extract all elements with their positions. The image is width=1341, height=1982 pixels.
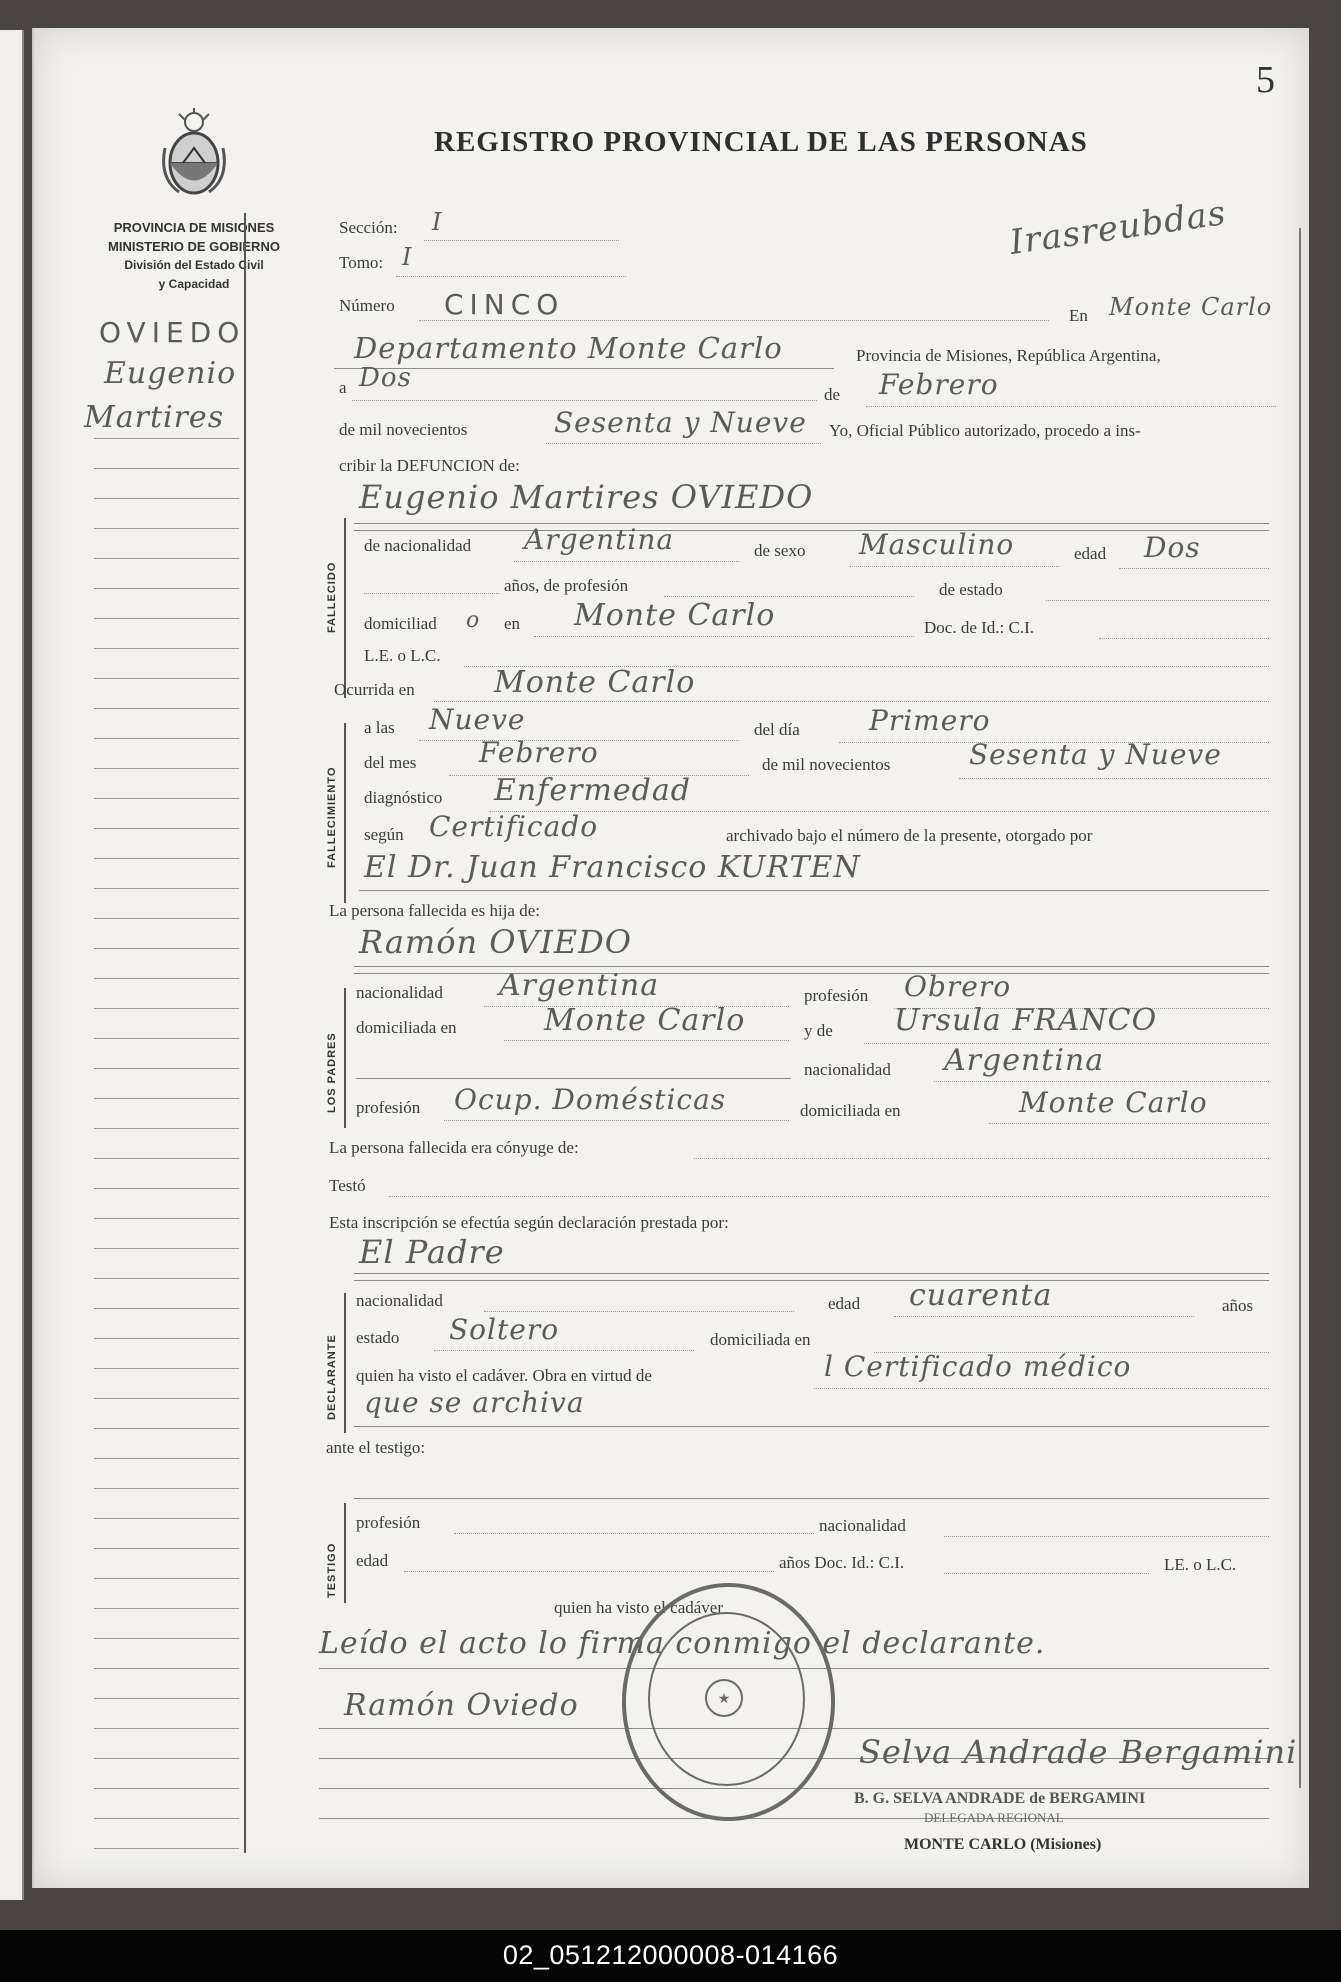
domicilio-suffix: o xyxy=(466,608,481,633)
sexo-value: Masculino xyxy=(859,528,1015,561)
official-location: MONTE CARLO (Misiones) xyxy=(904,1836,1102,1853)
margin-rule xyxy=(94,1728,239,1729)
official-seal-stamp xyxy=(622,1583,835,1821)
field-line xyxy=(354,1273,1269,1274)
margin-rule xyxy=(94,1128,239,1129)
del-mes-label: del mes xyxy=(364,753,417,772)
field-line xyxy=(354,973,1269,974)
declarante-obra-value: l Certificado médico xyxy=(824,1350,1132,1383)
field-line xyxy=(866,406,1276,407)
field-line xyxy=(534,636,914,637)
margin-rule xyxy=(94,1188,239,1189)
field-line xyxy=(944,1573,1149,1574)
declarante-nombre: El Padre xyxy=(359,1233,505,1271)
testigo-cadaver-text: quien ha visto el cadáver xyxy=(554,1598,723,1617)
hora-value: Nueve xyxy=(429,703,526,736)
margin-rule xyxy=(94,708,239,709)
top-signature: Irasreubdas xyxy=(1007,193,1229,263)
margin-rule xyxy=(94,978,239,979)
margin-rule xyxy=(94,1068,239,1069)
margin-rule xyxy=(94,1608,239,1609)
domicilio-value: Monte Carlo xyxy=(574,598,776,633)
ministry-block xyxy=(74,218,314,294)
field-line xyxy=(989,1123,1269,1124)
a-label: a xyxy=(339,378,347,397)
en-label: en xyxy=(504,614,521,633)
field-line xyxy=(354,966,1269,967)
margin-rule xyxy=(94,438,239,439)
field-line xyxy=(356,1078,791,1079)
field-line xyxy=(959,778,1269,779)
padre-profesion-label: profesión xyxy=(804,986,869,1005)
margin-rule xyxy=(94,948,239,949)
declarante-domiciliada-label: domiciliada en xyxy=(710,1330,811,1349)
del-dia-label: del día xyxy=(754,720,800,739)
section-label-fallecido: FALLECIDO xyxy=(326,561,338,633)
a-las-label: a las xyxy=(364,718,395,737)
margin-given-name: Martires xyxy=(84,400,225,435)
field-line xyxy=(434,701,1269,702)
de-label: de xyxy=(824,385,841,404)
margin-rule xyxy=(94,1008,239,1009)
margin-rule xyxy=(94,1758,239,1759)
field-line xyxy=(454,1533,814,1534)
field-line xyxy=(489,811,1269,812)
nacionalidad-label: de nacionalidad xyxy=(364,536,472,555)
edad-label: edad xyxy=(1074,544,1107,563)
margin-rule xyxy=(94,648,239,649)
numero-label: Número xyxy=(339,296,395,315)
padres-intro: La persona fallecida es hija de: xyxy=(329,901,540,920)
declaracion-text: Esta inscripción se efectúa según declaración prestada por: xyxy=(329,1213,729,1232)
declarante-estado-label: estado xyxy=(356,1328,400,1347)
madre-nombre: Ursula FRANCO xyxy=(894,1003,1158,1038)
margin-rule xyxy=(94,1638,239,1639)
diagnostico-label: diagnóstico xyxy=(364,788,443,807)
a-value: Dos xyxy=(359,363,412,393)
padre-profesion: Obrero xyxy=(904,970,1012,1003)
left-page-edge xyxy=(0,30,24,1900)
coat-of-arms-icon xyxy=(159,108,229,203)
le-lc-label: L.E. o L.C. xyxy=(364,646,441,665)
padre-domiciliada-label: domiciliada en xyxy=(356,1018,457,1037)
madre-domicilio: Monte Carlo xyxy=(1019,1086,1208,1119)
testigo-le-lc-label: LE. o L.C. xyxy=(1164,1555,1237,1574)
nacionalidad-value: Argentina xyxy=(524,523,675,556)
field-line xyxy=(396,276,626,277)
margin-rule xyxy=(94,768,239,769)
conyuge-label: La persona fallecida era cónyuge de: xyxy=(329,1138,579,1157)
margin-rule xyxy=(94,1488,239,1489)
testigo-nacionalidad-label: nacionalidad xyxy=(819,1516,906,1535)
madre-profesion: Ocup. Domésticas xyxy=(454,1083,727,1116)
seccion-value: I xyxy=(432,208,443,236)
field-line xyxy=(354,1498,1269,1499)
margin-rule xyxy=(94,1668,239,1669)
page-number: 5 xyxy=(1256,59,1275,101)
declarante-edad-label: edad xyxy=(828,1294,861,1313)
field-line xyxy=(504,1040,789,1041)
anio-value: Sesenta y Nueve xyxy=(554,406,807,439)
section-bracket xyxy=(344,1293,346,1433)
tomo-value: I xyxy=(402,243,413,271)
margin-rule xyxy=(94,468,239,469)
testigo-anios-doc-label: años Doc. Id.: C.I. xyxy=(779,1553,905,1572)
section-bracket xyxy=(344,723,346,903)
margin-given-name: Eugenio xyxy=(104,356,237,391)
margin-rule xyxy=(94,1218,239,1219)
anio-value: Sesenta y Nueve xyxy=(969,738,1222,771)
margin-rule xyxy=(94,1788,239,1789)
margin-rule xyxy=(94,1518,239,1519)
declarante-edad-value: cuarenta xyxy=(909,1278,1053,1313)
anios-profesion-label: años, de profesión xyxy=(504,576,629,595)
ministry-line: y Capacidad xyxy=(158,277,230,291)
madre-nacionalidad: Argentina xyxy=(944,1043,1105,1078)
margin-rule xyxy=(94,1818,239,1819)
mil-label: de mil novecientos xyxy=(762,755,891,774)
margin-rule xyxy=(94,1038,239,1039)
ministry-line: MINISTERIO DE GOBIERNO xyxy=(108,239,280,254)
image-identifier: 02_051212000008-014166 xyxy=(502,1940,839,1970)
margin-rule xyxy=(94,1428,239,1429)
margin-rule xyxy=(94,498,239,499)
field-line xyxy=(389,1196,1269,1197)
margin-rule xyxy=(94,618,239,619)
margin-rule xyxy=(94,1308,239,1309)
mil-label: de mil novecientos xyxy=(339,420,468,439)
en-value: Monte Carlo xyxy=(1109,293,1273,321)
field-line xyxy=(319,1818,1269,1819)
archivado-text: archivado bajo el número de la presente, otorgado por xyxy=(726,826,1093,845)
section-label-testigo: TESTIGO xyxy=(326,1542,338,1598)
field-line xyxy=(849,566,1059,567)
departamento-value: Departamento Monte Carlo xyxy=(354,331,783,365)
testigo-intro: ante el testigo: xyxy=(326,1438,426,1457)
margin-rule xyxy=(94,528,239,529)
field-line xyxy=(1099,638,1269,639)
declarante-nacionalidad-label: nacionalidad xyxy=(356,1291,443,1310)
dia-value: Primero xyxy=(869,704,991,737)
margin-rule xyxy=(94,888,239,889)
field-line xyxy=(352,400,817,401)
field-line xyxy=(419,320,1049,321)
provincia-text: Provincia de Misiones, República Argentina, xyxy=(856,346,1161,365)
padre-nacionalidad-label: nacionalidad xyxy=(356,983,443,1002)
madre-nacionalidad-label: nacionalidad xyxy=(804,1060,891,1079)
margin-rule xyxy=(94,558,239,559)
ministry-line: División del Estado Civil xyxy=(124,258,264,272)
margin-rule xyxy=(94,1278,239,1279)
margin-rule xyxy=(94,828,239,829)
testigo-edad-label: edad xyxy=(356,1551,389,1570)
seccion-label: Sección: xyxy=(339,218,398,237)
declarante-cadaver-text: quien ha visto el cadáver. Obra en virtud de xyxy=(356,1366,652,1385)
margin-rule xyxy=(94,588,239,589)
estado-label: de estado xyxy=(939,580,1003,599)
field-line xyxy=(354,530,1269,531)
margin-rule xyxy=(94,1248,239,1249)
field-line xyxy=(514,561,739,562)
madre-profesion-label: profesión xyxy=(356,1098,421,1117)
official-title: DELEGADA REGIONAL xyxy=(924,1810,1064,1825)
document-title: REGISTRO PROVINCIAL DE LAS PERSONAS xyxy=(434,126,1088,158)
margin-rule xyxy=(94,918,239,919)
margin-rule xyxy=(94,1368,239,1369)
field-line xyxy=(814,1388,1269,1389)
declarante-estado-value: Soltero xyxy=(449,1313,560,1346)
diagnostico-value: Enfermedad xyxy=(494,773,691,808)
field-line xyxy=(944,1536,1269,1537)
y-de-label: y de xyxy=(804,1021,833,1040)
oficial-text: Yo, Oficial Público autorizado, procedo a ins- xyxy=(829,421,1141,440)
field-line xyxy=(894,1316,1194,1317)
domicilio-label: domiciliad xyxy=(364,614,437,633)
field-line xyxy=(404,1571,774,1572)
ocurrida-label: Ocurrida en xyxy=(334,680,415,699)
margin-surname: OVIEDO xyxy=(99,316,246,349)
field-line xyxy=(354,523,1269,524)
field-line xyxy=(434,1350,694,1351)
field-line xyxy=(424,240,619,241)
section-bracket xyxy=(344,518,346,698)
section-label-fallecimiento: FALLECIMIENTO xyxy=(326,766,338,868)
segun-value: Certificado xyxy=(429,810,599,843)
section-bracket xyxy=(344,988,346,1128)
certificate-page xyxy=(32,28,1309,1888)
padre-nombre: Ramón OVIEDO xyxy=(359,923,632,961)
edad-value: Dos xyxy=(1144,531,1201,564)
field-line xyxy=(546,443,821,444)
declarante-anios-label: años xyxy=(1222,1296,1254,1315)
field-line xyxy=(934,1081,1269,1082)
margin-rule xyxy=(94,1848,239,1849)
official-signature: Selva Andrade Bergamini xyxy=(859,1733,1298,1771)
field-line xyxy=(664,596,914,597)
field-line xyxy=(359,890,1269,891)
margin-rule xyxy=(94,1458,239,1459)
margin-rule xyxy=(94,1098,239,1099)
margin-rule xyxy=(94,1548,239,1549)
svg-text:★: ★ xyxy=(717,1691,731,1707)
sexo-label: de sexo xyxy=(754,541,806,560)
margin-rule xyxy=(94,678,239,679)
medico-value: El Dr. Juan Francisco KURTEN xyxy=(364,850,861,885)
section-label-padres: LOS PADRES xyxy=(326,1032,338,1113)
mes-value: Febrero xyxy=(479,736,599,769)
declarant-signature: Ramón Oviedo xyxy=(344,1688,579,1723)
margin-rule xyxy=(94,1698,239,1699)
margin-rule xyxy=(94,858,239,859)
closing-note: Leído el acto lo firma conmigo el declarante. xyxy=(319,1626,1046,1661)
margin-rule xyxy=(94,738,239,739)
section-bracket xyxy=(344,1503,346,1603)
field-line xyxy=(354,1426,1269,1427)
field-line xyxy=(694,1158,1269,1159)
inscribir-text: cribir la DEFUNCION de: xyxy=(339,456,520,475)
field-line xyxy=(1119,568,1269,569)
field-line xyxy=(444,1120,789,1121)
tomo-label: Tomo: xyxy=(339,253,384,272)
declarante-obra-value-2: que se archiva xyxy=(364,1386,585,1419)
ocurrida-value: Monte Carlo xyxy=(494,665,696,700)
padre-nacionalidad: Argentina xyxy=(499,968,660,1003)
madre-domiciliada-label: domiciliada en xyxy=(800,1101,901,1120)
en-label: En xyxy=(1069,306,1088,325)
testo-label: Testó xyxy=(329,1176,366,1195)
field-line xyxy=(484,1311,794,1312)
numero-value: CINCO xyxy=(444,288,565,321)
official-name: B. G. SELVA ANDRADE de BERGAMINI xyxy=(854,1790,1146,1807)
doc-label: Doc. de Id.: C.I. xyxy=(924,618,1035,637)
margin-rule xyxy=(94,798,239,799)
section-label-declarante: DECLARANTE xyxy=(326,1334,338,1420)
field-line xyxy=(364,593,499,594)
fallecido-nombre: Eugenio Martires OVIEDO xyxy=(359,478,814,516)
ministry-line: PROVINCIA DE MISIONES xyxy=(113,220,275,235)
testigo-profesion-label: profesión xyxy=(356,1513,421,1532)
margin-rule xyxy=(94,1338,239,1339)
margin-rule xyxy=(94,1158,239,1159)
margin-rule xyxy=(94,1398,239,1399)
right-border xyxy=(1299,228,1301,1788)
mes-value: Febrero xyxy=(879,368,999,401)
margin-divider xyxy=(244,213,246,1853)
field-line xyxy=(354,1280,1269,1281)
field-line xyxy=(1046,600,1269,601)
segun-label: según xyxy=(364,825,404,844)
padre-domicilio: Monte Carlo xyxy=(544,1003,746,1038)
margin-rule xyxy=(94,1578,239,1579)
